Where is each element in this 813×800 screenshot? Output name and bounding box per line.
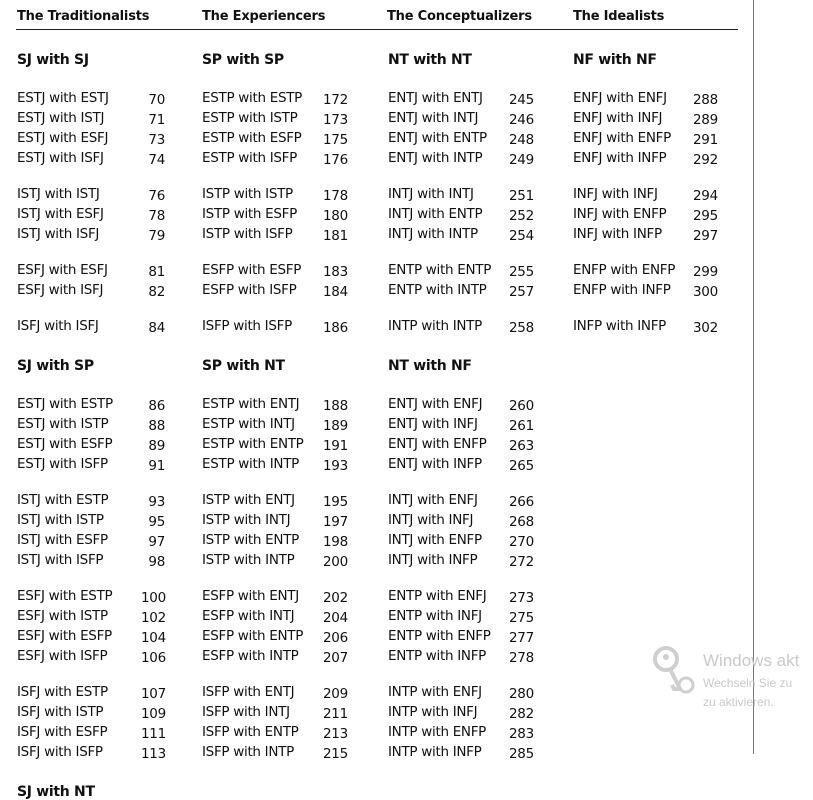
toc-entry-label: ISTP with ENTJ bbox=[202, 492, 295, 508]
toc-entry bbox=[17, 532, 165, 552]
toc-entry bbox=[17, 588, 165, 608]
toc-entry-page-number: 76 bbox=[148, 188, 165, 204]
toc-entry bbox=[388, 150, 533, 170]
section-title: SJ with NT bbox=[17, 784, 95, 800]
toc-entry-label: ENTJ with ENFP bbox=[388, 436, 487, 452]
section-title: NT with NT bbox=[388, 52, 472, 68]
toc-entry bbox=[573, 226, 717, 246]
toc-entry bbox=[202, 130, 347, 150]
toc-entry bbox=[17, 492, 165, 512]
toc-entry bbox=[202, 648, 347, 668]
toc-entry-page-number: 106 bbox=[141, 650, 166, 666]
toc-entry-page-number: 109 bbox=[141, 706, 166, 722]
toc-entry bbox=[17, 262, 165, 282]
toc-entry-page-number: 186 bbox=[323, 320, 348, 336]
toc-entry-label: ENTP with INFP bbox=[388, 648, 487, 664]
toc-entry-page-number: 272 bbox=[509, 554, 534, 570]
watermark-title: Windows akt bbox=[703, 651, 800, 670]
toc-entry-label: INTJ with ENTP bbox=[388, 206, 483, 222]
toc-entry-page-number: 254 bbox=[509, 228, 534, 244]
toc-entry-label: INTJ with INTP bbox=[388, 226, 478, 242]
toc-entry-label: ENFJ with INFJ bbox=[573, 110, 663, 126]
toc-entry bbox=[17, 628, 165, 648]
toc-entry-page-number: 300 bbox=[693, 284, 718, 300]
toc-entry-page-number: 73 bbox=[148, 132, 165, 148]
toc-entry-label: ISTJ with ESFP bbox=[17, 532, 108, 548]
toc-entry-label: INTP with INFJ bbox=[388, 704, 478, 720]
toc-entry-label: ENTJ with INTP bbox=[388, 150, 483, 166]
toc-entry bbox=[202, 318, 347, 338]
toc-entry bbox=[573, 150, 717, 170]
toc-entry-label: INTP with INFP bbox=[388, 744, 482, 760]
toc-entry-label: ESTJ with ESTP bbox=[17, 396, 113, 412]
toc-entry bbox=[17, 436, 165, 456]
toc-entry-label: ESTJ with ISTP bbox=[17, 416, 109, 432]
toc-entry-page-number: 297 bbox=[693, 228, 718, 244]
toc-entry bbox=[388, 130, 533, 150]
column-header-idealists: The Idealists bbox=[573, 9, 665, 24]
toc-entry-label: INFJ with ENFP bbox=[573, 206, 667, 222]
toc-entry-page-number: 181 bbox=[323, 228, 348, 244]
toc-entry-label: INTJ with INFJ bbox=[388, 512, 474, 528]
toc-entry-label: ISFJ with ISTP bbox=[17, 704, 104, 720]
toc-entry bbox=[202, 684, 347, 704]
toc-entry bbox=[388, 436, 533, 456]
toc-entry-label: ISFJ with ISFJ bbox=[17, 318, 99, 334]
toc-entry bbox=[202, 226, 347, 246]
toc-entry-label: INFJ with INFJ bbox=[573, 186, 658, 202]
toc-entry-label: ENTJ with ENFJ bbox=[388, 396, 483, 412]
toc-entry bbox=[388, 704, 533, 724]
toc-entry bbox=[388, 532, 533, 552]
toc-entry-label: ENTP with INTP bbox=[388, 282, 487, 298]
toc-entry bbox=[17, 130, 165, 150]
toc-entry bbox=[573, 206, 717, 226]
toc-entry-label: ISFJ with ESFP bbox=[17, 724, 108, 740]
toc-entry bbox=[573, 90, 717, 110]
toc-entry-page-number: 104 bbox=[141, 630, 166, 646]
toc-entry-page-number: 249 bbox=[509, 152, 534, 168]
toc-entry-label: ENTP with ENFJ bbox=[388, 588, 487, 604]
toc-entry bbox=[17, 396, 165, 416]
toc-entry bbox=[17, 206, 165, 226]
column-header-traditionalists: The Traditionalists bbox=[17, 9, 150, 24]
toc-entry-page-number: 277 bbox=[509, 630, 534, 646]
toc-entry bbox=[17, 744, 165, 764]
toc-entry-label: ISTP with ISFP bbox=[202, 226, 293, 242]
toc-entry bbox=[202, 588, 347, 608]
toc-entry-page-number: 275 bbox=[509, 610, 534, 626]
toc-entry bbox=[202, 552, 347, 572]
toc-entry-label: INFP with INFP bbox=[573, 318, 666, 334]
toc-entry-page-number: 273 bbox=[509, 590, 534, 606]
toc-entry-label: ISFP with INTJ bbox=[202, 704, 290, 720]
toc-entry bbox=[17, 226, 165, 246]
toc-entry-page-number: 282 bbox=[509, 706, 534, 722]
toc-entry-label: ESFP with INTP bbox=[202, 648, 299, 664]
toc-entry bbox=[388, 628, 533, 648]
toc-entry-page-number: 89 bbox=[148, 438, 165, 454]
toc-entry bbox=[388, 206, 533, 226]
toc-entry-page-number: 265 bbox=[509, 458, 534, 474]
toc-entry bbox=[17, 704, 165, 724]
toc-entry-page-number: 184 bbox=[323, 284, 348, 300]
toc-entry-page-number: 180 bbox=[323, 208, 348, 224]
toc-entry-label: ESTJ with ESFJ bbox=[17, 130, 109, 146]
toc-entry-page-number: 97 bbox=[148, 534, 165, 550]
toc-entry-page-number: 197 bbox=[323, 514, 348, 530]
toc-entry bbox=[202, 628, 347, 648]
toc-entry-page-number: 251 bbox=[509, 188, 534, 204]
toc-entry bbox=[388, 588, 533, 608]
toc-entry-page-number: 79 bbox=[148, 228, 165, 244]
toc-entry-page-number: 74 bbox=[148, 152, 165, 168]
toc-entry-page-number: 207 bbox=[323, 650, 348, 666]
toc-entry bbox=[388, 456, 533, 476]
toc-entry bbox=[202, 416, 347, 436]
toc-entry-page-number: 98 bbox=[148, 554, 165, 570]
toc-entry bbox=[17, 608, 165, 628]
toc-entry-page-number: 266 bbox=[509, 494, 534, 510]
toc-entry-page-number: 252 bbox=[509, 208, 534, 224]
section-title: SJ with SJ bbox=[17, 52, 89, 68]
toc-entry-page-number: 291 bbox=[693, 132, 718, 148]
toc-entry bbox=[573, 282, 717, 302]
toc-entry bbox=[573, 130, 717, 150]
toc-entry-label: ENTJ with ENTP bbox=[388, 130, 487, 146]
toc-entry-page-number: 302 bbox=[693, 320, 718, 336]
toc-entry-label: ISTJ with ISTP bbox=[17, 512, 104, 528]
toc-entry-label: ENFJ with ENFJ bbox=[573, 90, 667, 106]
toc-entry-page-number: 263 bbox=[509, 438, 534, 454]
toc-entry bbox=[202, 724, 347, 744]
toc-entry-page-number: 246 bbox=[509, 112, 534, 128]
toc-entry bbox=[202, 90, 347, 110]
toc-entry bbox=[388, 110, 533, 130]
toc-entry bbox=[388, 90, 533, 110]
toc-entry bbox=[388, 512, 533, 532]
toc-entry-label: ISTJ with ESFJ bbox=[17, 206, 104, 222]
toc-entry bbox=[202, 532, 347, 552]
toc-entry-page-number: 200 bbox=[323, 554, 348, 570]
toc-entry bbox=[17, 150, 165, 170]
toc-entry-label: ESTJ with ESTJ bbox=[17, 90, 109, 106]
toc-entry bbox=[17, 282, 165, 302]
toc-entry bbox=[573, 318, 717, 338]
toc-entry-page-number: 206 bbox=[323, 630, 348, 646]
toc-entry-page-number: 294 bbox=[693, 188, 718, 204]
toc-entry-page-number: 289 bbox=[693, 112, 718, 128]
toc-entry-label: ENTP with ENTP bbox=[388, 262, 492, 278]
toc-entry-label: ESTJ with ESFP bbox=[17, 436, 113, 452]
toc-entry bbox=[388, 416, 533, 436]
toc-entry-label: ENTJ with INTJ bbox=[388, 110, 479, 126]
toc-entry bbox=[17, 552, 165, 572]
toc-entry bbox=[17, 684, 165, 704]
toc-entry-label: ESFP with INTJ bbox=[202, 608, 295, 624]
toc-entry bbox=[17, 416, 165, 436]
toc-entry-page-number: 198 bbox=[323, 534, 348, 550]
toc-entry bbox=[388, 492, 533, 512]
toc-entry bbox=[388, 684, 533, 704]
toc-entry-page-number: 288 bbox=[693, 92, 718, 108]
key-icon bbox=[650, 645, 698, 695]
toc-entry-label: ESFP with ENTP bbox=[202, 628, 304, 644]
toc-entry-page-number: 86 bbox=[148, 398, 165, 414]
toc-entry-label: ISFP with ISFP bbox=[202, 318, 292, 334]
toc-entry-label: ISTP with INTP bbox=[202, 552, 295, 568]
toc-entry bbox=[388, 186, 533, 206]
toc-entry bbox=[388, 648, 533, 668]
section-title: SP with SP bbox=[202, 52, 284, 68]
toc-entry-page-number: 113 bbox=[141, 746, 166, 762]
toc-entry-page-number: 91 bbox=[148, 458, 165, 474]
toc-entry-label: INTJ with INFP bbox=[388, 552, 478, 568]
toc-entry-label: ISTP with INTJ bbox=[202, 512, 291, 528]
toc-entry-page-number: 299 bbox=[693, 264, 718, 280]
toc-entry-label: ENFJ with ENFP bbox=[573, 130, 671, 146]
toc-entry-page-number: 204 bbox=[323, 610, 348, 626]
toc-entry-page-number: 283 bbox=[509, 726, 534, 742]
toc-entry-page-number: 84 bbox=[148, 320, 165, 336]
toc-entry bbox=[573, 110, 717, 130]
toc-entry-label: ESTP with ESFP bbox=[202, 130, 302, 146]
toc-entry-label: ESTJ with ISTJ bbox=[17, 110, 105, 126]
toc-entry-label: ESTP with INTJ bbox=[202, 416, 295, 432]
toc-entry-label: ENFP with ENFP bbox=[573, 262, 676, 278]
toc-entry-page-number: 292 bbox=[693, 152, 718, 168]
toc-entry bbox=[202, 608, 347, 628]
toc-entry-page-number: 285 bbox=[509, 746, 534, 762]
page-edge-divider bbox=[753, 0, 754, 754]
toc-entry-label: ISFJ with ISFP bbox=[17, 744, 103, 760]
toc-entry-page-number: 188 bbox=[323, 398, 348, 414]
toc-entry-label: ISTJ with ESTP bbox=[17, 492, 109, 508]
toc-entry-page-number: 173 bbox=[323, 112, 348, 128]
watermark-line-2: Wechseln Sie zu bbox=[703, 676, 793, 690]
toc-entry bbox=[202, 436, 347, 456]
toc-entry bbox=[202, 206, 347, 226]
toc-entry-page-number: 78 bbox=[148, 208, 165, 224]
toc-entry-label: ENTJ with INFP bbox=[388, 456, 482, 472]
toc-entry-label: ESFJ with ISFP bbox=[17, 648, 108, 664]
toc-entry-page-number: 191 bbox=[323, 438, 348, 454]
toc-entry-label: ENTP with ENFP bbox=[388, 628, 491, 644]
toc-entry-page-number: 189 bbox=[323, 418, 348, 434]
toc-entry-label: INTP with ENFP bbox=[388, 724, 487, 740]
toc-entry bbox=[17, 318, 165, 338]
toc-entry bbox=[573, 262, 717, 282]
toc-entry-label: ESTP with INTP bbox=[202, 456, 299, 472]
toc-entry-page-number: 183 bbox=[323, 264, 348, 280]
toc-entry-label: ISTJ with ISTJ bbox=[17, 186, 100, 202]
toc-entry-page-number: 102 bbox=[141, 610, 166, 626]
toc-entry-label: ISFP with INTP bbox=[202, 744, 294, 760]
toc-entry-page-number: 178 bbox=[323, 188, 348, 204]
toc-entry-label: ESFP with ENTJ bbox=[202, 588, 299, 604]
toc-entry-label: ISFP with ENTP bbox=[202, 724, 299, 740]
toc-entry-page-number: 257 bbox=[509, 284, 534, 300]
toc-entry-label: INTP with INTP bbox=[388, 318, 482, 334]
toc-entry-label: ESFJ with ISTP bbox=[17, 608, 108, 624]
toc-entry-page-number: 258 bbox=[509, 320, 534, 336]
toc-entry-page-number: 107 bbox=[141, 686, 166, 702]
toc-entry-label: ESTP with ISTP bbox=[202, 110, 298, 126]
toc-entry-page-number: 202 bbox=[323, 590, 348, 606]
toc-entry-label: ENTJ with ENTJ bbox=[388, 90, 483, 106]
section-title: NF with NF bbox=[573, 52, 657, 68]
toc-entry-label: ENFJ with INFP bbox=[573, 150, 667, 166]
toc-entry bbox=[202, 186, 347, 206]
toc-entry bbox=[388, 318, 533, 338]
toc-entry-page-number: 81 bbox=[148, 264, 165, 280]
toc-entry bbox=[388, 608, 533, 628]
toc-entry bbox=[17, 90, 165, 110]
toc-entry-page-number: 172 bbox=[323, 92, 348, 108]
toc-entry-page-number: 278 bbox=[509, 650, 534, 666]
toc-entry-page-number: 245 bbox=[509, 92, 534, 108]
toc-entry bbox=[388, 552, 533, 572]
toc-entry-label: ISTJ with ISFJ bbox=[17, 226, 100, 242]
toc-entry bbox=[573, 186, 717, 206]
toc-entry-page-number: 95 bbox=[148, 514, 165, 530]
toc-entry bbox=[17, 110, 165, 130]
column-header-experiencers: The Experiencers bbox=[202, 9, 326, 24]
toc-entry bbox=[202, 744, 347, 764]
toc-entry bbox=[17, 648, 165, 668]
toc-entry bbox=[202, 110, 347, 130]
toc-entry bbox=[17, 724, 165, 744]
toc-entry bbox=[202, 282, 347, 302]
toc-entry-label: ISTP with ENTP bbox=[202, 532, 299, 548]
toc-entry bbox=[388, 744, 533, 764]
watermark-line-3: zu aktivieren. bbox=[703, 695, 774, 709]
toc-entry-label: INTJ with ENFJ bbox=[388, 492, 478, 508]
toc-entry-page-number: 268 bbox=[509, 514, 534, 530]
toc-entry bbox=[388, 282, 533, 302]
toc-entry-label: ISTP with ESFP bbox=[202, 206, 297, 222]
toc-entry-page-number: 209 bbox=[323, 686, 348, 702]
toc-entry-label: ESTJ with ISFJ bbox=[17, 150, 104, 166]
toc-entry bbox=[202, 456, 347, 476]
toc-entry-label: ISTP with ISTP bbox=[202, 186, 293, 202]
toc-entry bbox=[388, 724, 533, 744]
toc-entry-page-number: 280 bbox=[509, 686, 534, 702]
toc-entry-label: ENFP with INFP bbox=[573, 282, 671, 298]
toc-entry-page-number: 260 bbox=[509, 398, 534, 414]
toc-entry-label: ISFP with ENTJ bbox=[202, 684, 295, 700]
toc-entry-page-number: 82 bbox=[148, 284, 165, 300]
toc-entry-page-number: 176 bbox=[323, 152, 348, 168]
toc-entry-page-number: 195 bbox=[323, 494, 348, 510]
toc-entry-page-number: 215 bbox=[323, 746, 348, 762]
toc-entry bbox=[202, 704, 347, 724]
toc-entry-page-number: 193 bbox=[323, 458, 348, 474]
toc-entry-label: ESTJ with ISFP bbox=[17, 456, 108, 472]
toc-entry-label: INTJ with ENFP bbox=[388, 532, 482, 548]
toc-entry bbox=[202, 150, 347, 170]
toc-entry-page-number: 213 bbox=[323, 726, 348, 742]
toc-entry bbox=[388, 396, 533, 416]
toc-entry-page-number: 248 bbox=[509, 132, 534, 148]
toc-entry bbox=[17, 512, 165, 532]
toc-entry-page-number: 93 bbox=[148, 494, 165, 510]
toc-entry-page-number: 100 bbox=[141, 590, 166, 606]
toc-entry-page-number: 295 bbox=[693, 208, 718, 224]
toc-entry-label: ESTP with ENTJ bbox=[202, 396, 300, 412]
section-title: SP with NT bbox=[202, 358, 285, 374]
toc-entry-label: ISFJ with ESTP bbox=[17, 684, 108, 700]
toc-entry-label: INTJ with INTJ bbox=[388, 186, 474, 202]
toc-entry-label: ENTP with INFJ bbox=[388, 608, 482, 624]
section-title: SJ with SP bbox=[17, 358, 94, 374]
toc-entry-label: INFJ with INFP bbox=[573, 226, 662, 242]
toc-entry-label: ESFP with ISFP bbox=[202, 282, 297, 298]
section-title: NT with NF bbox=[388, 358, 472, 374]
toc-entry-label: ENTJ with INFJ bbox=[388, 416, 478, 432]
toc-entry-label: ESFP with ESFP bbox=[202, 262, 302, 278]
toc-entry bbox=[202, 492, 347, 512]
toc-entry bbox=[17, 456, 165, 476]
toc-entry-label: ESFJ with ESFJ bbox=[17, 262, 108, 278]
toc-entry-page-number: 70 bbox=[148, 92, 165, 108]
toc-entry-page-number: 270 bbox=[509, 534, 534, 550]
toc-entry-label: ISTJ with ISFP bbox=[17, 552, 104, 568]
toc-entry-page-number: 211 bbox=[323, 706, 348, 722]
toc-entry-page-number: 175 bbox=[323, 132, 348, 148]
toc-entry bbox=[202, 512, 347, 532]
toc-entry bbox=[202, 396, 347, 416]
toc-entry bbox=[388, 262, 533, 282]
toc-entry-label: ESTP with ISFP bbox=[202, 150, 297, 166]
toc-entry-label: ESTP with ESTP bbox=[202, 90, 302, 106]
toc-entry bbox=[17, 186, 165, 206]
header-rule bbox=[16, 29, 738, 30]
toc-entry-page-number: 88 bbox=[148, 418, 165, 434]
toc-entry-label: ESFJ with ESFP bbox=[17, 628, 112, 644]
toc-entry-label: ESFJ with ESTP bbox=[17, 588, 113, 604]
toc-entry bbox=[202, 262, 347, 282]
toc-entry-label: INTP with ENFJ bbox=[388, 684, 482, 700]
toc-entry-page-number: 255 bbox=[509, 264, 534, 280]
toc-entry-label: ESTP with ENTP bbox=[202, 436, 304, 452]
column-header-conceptualizers: The Conceptualizers bbox=[387, 9, 532, 24]
toc-entry-page-number: 71 bbox=[148, 112, 165, 128]
toc-entry-label: ESFJ with ISFJ bbox=[17, 282, 104, 298]
toc-entry-page-number: 111 bbox=[141, 726, 166, 742]
toc-entry bbox=[388, 226, 533, 246]
toc-entry-page-number: 261 bbox=[509, 418, 534, 434]
